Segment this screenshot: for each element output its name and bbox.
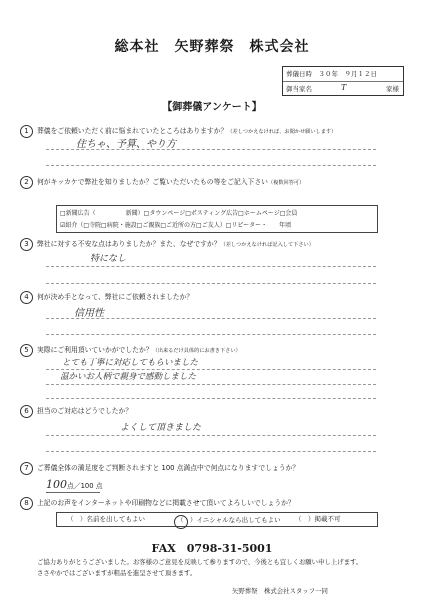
answer-line xyxy=(46,384,376,385)
family-name-handwritten: T xyxy=(341,83,347,92)
answer-line xyxy=(46,435,376,436)
answer-line xyxy=(46,318,376,319)
question-text xyxy=(37,239,314,250)
question-number: 7 xyxy=(20,462,33,475)
survey-title: 【御葬儀アンケート】 xyxy=(162,102,262,113)
answer-line xyxy=(46,334,376,335)
question-number: 4 xyxy=(20,291,33,304)
company-name: 総本社 矢野葬祭 株式会社 xyxy=(114,39,310,55)
answer-line xyxy=(46,451,376,452)
footer-gift-note: ささやかではございますが粗品を進呈させて頂きます。 xyxy=(37,569,197,577)
consent-options-box xyxy=(56,512,378,527)
answer-handwritten: 信用性 xyxy=(74,308,104,319)
consent-option-decline[interactable]: （ ）掲載不可 xyxy=(295,515,341,523)
question-label: 弊社に対する不安な点はありましたか？また、なぜですか？ xyxy=(37,240,221,248)
answer-handwritten-line2: 温かいお人柄で親身で感動しました xyxy=(60,372,197,382)
answer-handwritten: よくして頂きました xyxy=(120,423,202,433)
question-number: 5 xyxy=(20,344,33,357)
answer-line xyxy=(46,266,376,267)
source-options-box xyxy=(56,205,378,233)
source-options-row2: ☑紹介（□寺院□病院・施設□ご親族□ご近所の方□ご友人）□リピーター・ 年頃 xyxy=(60,222,292,229)
question-text xyxy=(37,345,241,356)
consent-option-initials-label: （ ）イニシャルなら出してもよい xyxy=(177,516,281,524)
score-underline xyxy=(46,492,100,493)
footer-signature: 矢野葬祭 株式会社スタッフ一同 xyxy=(232,587,328,595)
question-text xyxy=(37,177,304,188)
question-note: （複数回答可） xyxy=(267,180,305,186)
funeral-info-box xyxy=(282,66,404,96)
question-text xyxy=(37,498,295,508)
question-note: （差しつかえなければ記入して下さい） xyxy=(220,242,314,248)
question-text xyxy=(37,292,193,302)
family-name-row xyxy=(283,81,403,96)
question-text xyxy=(37,406,132,416)
question-number: 6 xyxy=(20,405,33,418)
score-suffix: 点／100 点 xyxy=(67,482,103,490)
question-label: 何が決め手となって、弊社にご依頼されましたか？ xyxy=(37,293,194,301)
answer-handwritten: 住ちゃ、予算、やり方 xyxy=(76,139,176,150)
funeral-date: 葬儀日時 ３０年 ９月１２日 xyxy=(286,70,377,78)
question-number: 8 xyxy=(20,497,33,510)
consent-option-name[interactable]: （ ）名前を出してもよい xyxy=(67,515,145,523)
answer-line xyxy=(46,283,376,284)
question-label: 葬儀をご依頼いただく前に悩まれていたところはありますか？ xyxy=(37,127,228,135)
score-answer xyxy=(46,478,103,491)
footer-thanks: ご協力ありがとうございました。お客様のご意見を反映して参りますので、今後とも宜しくお願い申し上げます。 xyxy=(37,558,363,566)
answer-line xyxy=(46,149,376,150)
question-note: （出来るだけ具体的にお書き下さい） xyxy=(152,348,241,354)
question-note: （差しつかえなければ、お聞かせ願いします） xyxy=(227,129,337,135)
question-label: 上記のお声をインターネットや印刷物などに掲載させて頂いてよろしいでしょうか？ xyxy=(37,499,295,507)
score-handwritten: 100 xyxy=(46,478,67,491)
question-number: 1 xyxy=(20,125,33,138)
family-suffix: 家様 xyxy=(386,85,399,93)
answer-line xyxy=(46,398,376,399)
answer-handwritten: 特になし xyxy=(90,254,127,264)
family-label: 御当家名 xyxy=(286,85,312,93)
question-label: 担当のご対応はどうでしたか？ xyxy=(37,407,133,415)
answer-handwritten-line1: とても丁寧に対応してもらいました xyxy=(62,358,199,368)
question-number: 2 xyxy=(20,176,33,189)
fax-number: FAX 0798-31-5001 xyxy=(151,542,273,555)
question-number: 3 xyxy=(20,238,33,251)
source-options-row1: □新聞広告（ 新聞）□タウンページ□ポスティング広告□ホームページ□会員 xyxy=(60,210,298,217)
question-label: ご葬儀全体の満足度をご判断されますと 100 点満点中で何点になりますでしょうか？ xyxy=(37,464,300,472)
answer-line xyxy=(46,165,376,166)
question-text xyxy=(37,463,299,473)
question-label: 実際にご利用頂いていかがでしたか？ xyxy=(37,346,153,354)
question-label: 何がキッカケで弊社を知りましたか？ご覧いただいたもの等をご記入下さい xyxy=(37,178,268,186)
